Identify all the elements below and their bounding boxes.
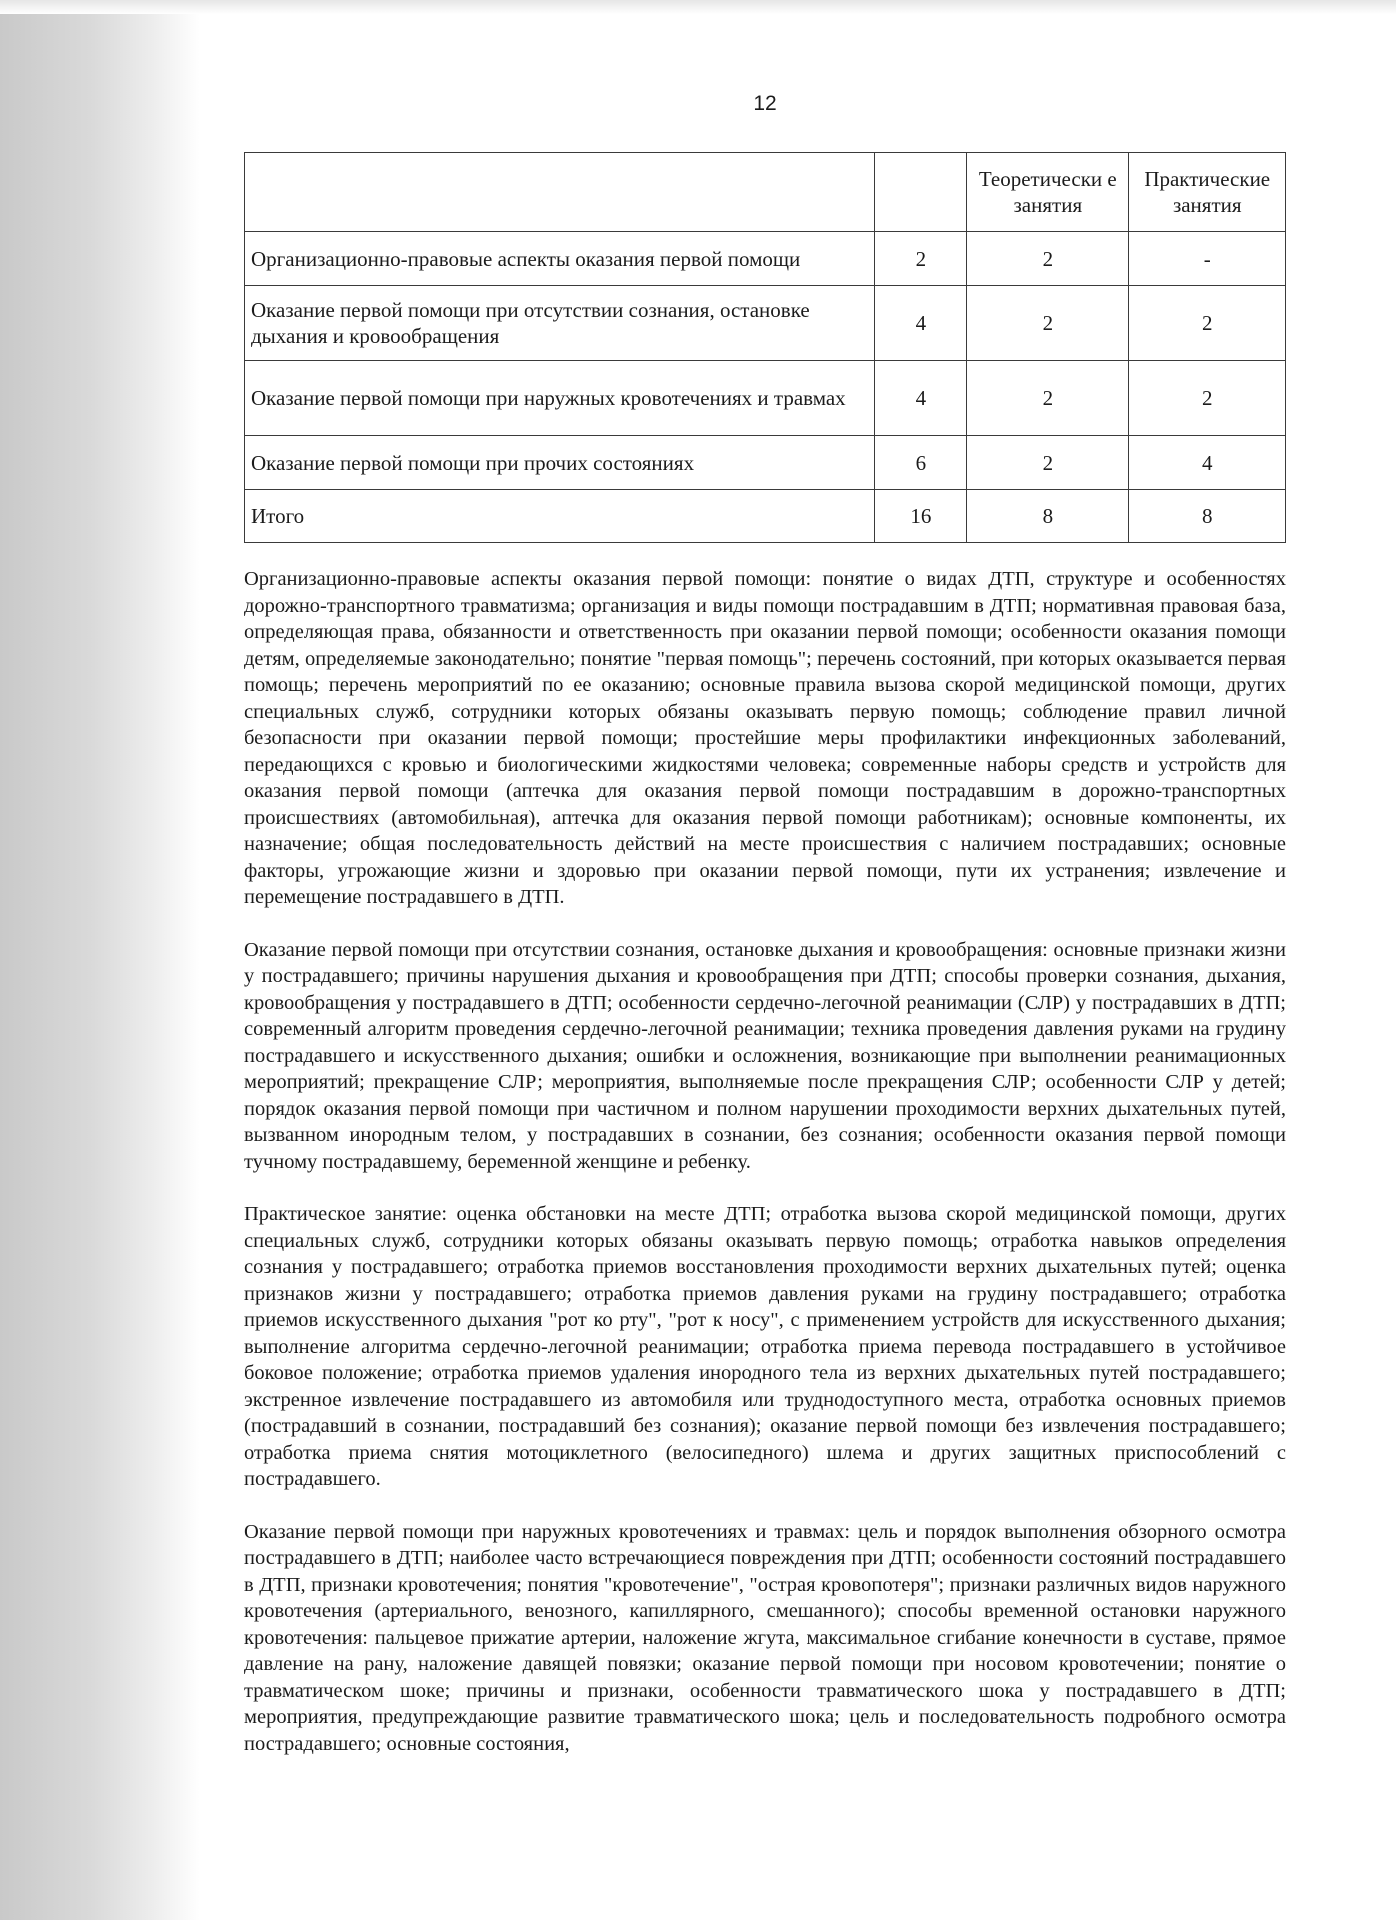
total-label: Итого — [245, 490, 875, 543]
row-practice: - — [1129, 232, 1286, 286]
row-theory: 2 — [967, 361, 1129, 436]
table-header-row — [245, 153, 1286, 232]
row-topic: Оказание первой помощи при прочих состояниях — [245, 436, 875, 490]
table-row — [245, 232, 1286, 286]
header-total — [875, 153, 967, 232]
row-practice: 4 — [1129, 436, 1286, 490]
table-row — [245, 436, 1286, 490]
row-topic: Оказание первой помощи при наружных кровотечениях и травмах — [245, 361, 875, 436]
paragraph-practical-lesson: Практическое занятие: оценка обстановки на месте ДТП; отработка вызова скорой медицинской помощи, других специальных служб, сотрудники которых обязаны оказывать первую помощь; отработка навыков определения сознания у пострадавшего; отработка приемов восстановления проходимости верхних дыхательных путей; оценка признаков жизни у пострадавшего; отработка приемов давления руками на грудину пострадавшего; отработка приемов искусственного дыхания "рот ко рту", "рот к носу", с применением устройств для искусственного дыхания; выполнение алгоритма сердечно-легочной реанимации; отработка приема перевода пострадавшего в устойчивое боковое положение; отработка приемов удаления инородного тела из верхних дыхательных путей пострадавшего; экстренное извлечение пострадавшего из автомобиля или труднодоступного места, отработка основных приемов (пострадавший в сознании, пострадавший без сознания); оказание первой помощи без извлечения пострадавшего; отработка приема снятия мотоциклетного (велосипедного) шлема и других защитных приспособлений с пострадавшего. — [244, 1203, 1286, 1490]
row-topic: Оказание первой помощи при отсутствии сознания, остановке дыхания и кровообращения — [245, 286, 875, 361]
total-hours: 16 — [875, 490, 967, 543]
curriculum-table — [244, 152, 1286, 543]
scan-top-edge — [0, 0, 1396, 14]
row-theory: 2 — [967, 232, 1129, 286]
row-theory: 2 — [967, 436, 1129, 490]
row-topic: Организационно-правовые аспекты оказания первой помощи — [245, 232, 875, 286]
total-theory: 8 — [967, 490, 1129, 543]
body-text — [244, 566, 1286, 1783]
row-practice: 2 — [1129, 286, 1286, 361]
row-total: 6 — [875, 436, 967, 490]
scan-shadow — [0, 0, 200, 1920]
table-total-row — [245, 490, 1286, 543]
header-topic — [245, 153, 875, 232]
page-number: 12 — [753, 92, 777, 115]
row-theory: 2 — [967, 286, 1129, 361]
header-theory: Теоретически е занятия — [967, 153, 1129, 232]
table-row — [245, 361, 1286, 436]
total-practice: 8 — [1129, 490, 1286, 543]
header-practice: Практические занятия — [1129, 153, 1286, 232]
row-total: 4 — [875, 286, 967, 361]
row-practice: 2 — [1129, 361, 1286, 436]
row-total: 2 — [875, 232, 967, 286]
paragraph-bleeding-injuries: Оказание первой помощи при наружных кровотечениях и травмах: цель и порядок выполнения обзорного осмотра пострадавшего в ДТП; наиболее часто встречающиеся повреждения при ДТП; особенности состояний пострадавшего в ДТП, признаки кровотечения; понятия "кровотечение", "острая кровопотеря"; признаки различных видов наружного кровотечения (артериального, венозного, капиллярного, смешанного); способы временной остановки наружного кровотечения: пальцевое прижатие артерии, наложение жгута, максимальное сгибание конечности в суставе, прямое давление на рану, наложение давящей повязки; оказание первой помощи при носовом кровотечении; понятие о травматическом шоке; причины и признаки, особенности травматического шока у пострадавшего в ДТП; мероприятия, предупреждающие развитие травматического шока; цель и последовательность подробного осмотра пострадавшего; основные состояния, — [244, 1520, 1286, 1755]
paragraph-legal-aspects: Организационно-правовые аспекты оказания первой помощи: понятие о видах ДТП, структуре и особенностях дорожно-транспортного травматизма; организация и виды помощи пострадавшим в ДТП; нормативная правовая база, определяющая права, обязанности и ответственность при оказании первой помощи; особенности оказания помощи детям, определяемые законодательно; понятие "первая помощь"; перечень состояний, при которых оказывается первая помощь; перечень мероприятий по ее оказанию; основные правила вызова скорой медицинской помощи, других специальных служб, сотрудники которых обязаны оказывать первую помощь; соблюдение правил личной безопасности при оказании первой помощи; простейшие меры профилактики инфекционных заболеваний, передающихся с кровью и биологическими жидкостями человека; современные наборы средств и устройств для оказания первой помощи (аптечка для оказания первой помощи пострадавшим в дорожно-транспортных происшествиях (автомобильная), аптечка для оказания первой помощи работникам); основные компоненты, их назначение; общая последовательность действий на месте происшествия с наличием пострадавших; основные факторы, угрожающие жизни и здоровью при оказании первой помощи, пути их устранения; извлечение и перемещение пострадавшего в ДТП. — [244, 568, 1286, 908]
row-total: 4 — [875, 361, 967, 436]
table-row — [245, 286, 1286, 361]
paragraph-unconsciousness: Оказание первой помощи при отсутствии сознания, остановке дыхания и кровообращения: основные признаки жизни у пострадавшего; причины нарушения дыхания и кровообращения при ДТП; способы проверки сознания, дыхания, кровообращения у пострадавшего в ДТП; особенности сердечно-легочной реанимации (СЛР) у пострадавших в ДТП; современный алгоритм проведения сердечно-легочной реанимации; техника проведения давления руками на грудину пострадавшего и искусственного дыхания; ошибки и осложнения, возникающие при выполнении реанимационных мероприятий; прекращение СЛР; мероприятия, выполняемые после прекращения СЛР; особенности СЛР у детей; порядок оказания первой помощи при частичном и полном нарушении проходимости верхних дыхательных путей, вызванном инородным телом, у пострадавших в сознании, без сознания; особенности оказания первой помощи тучному пострадавшему, беременной женщине и ребенку. — [244, 938, 1286, 1173]
